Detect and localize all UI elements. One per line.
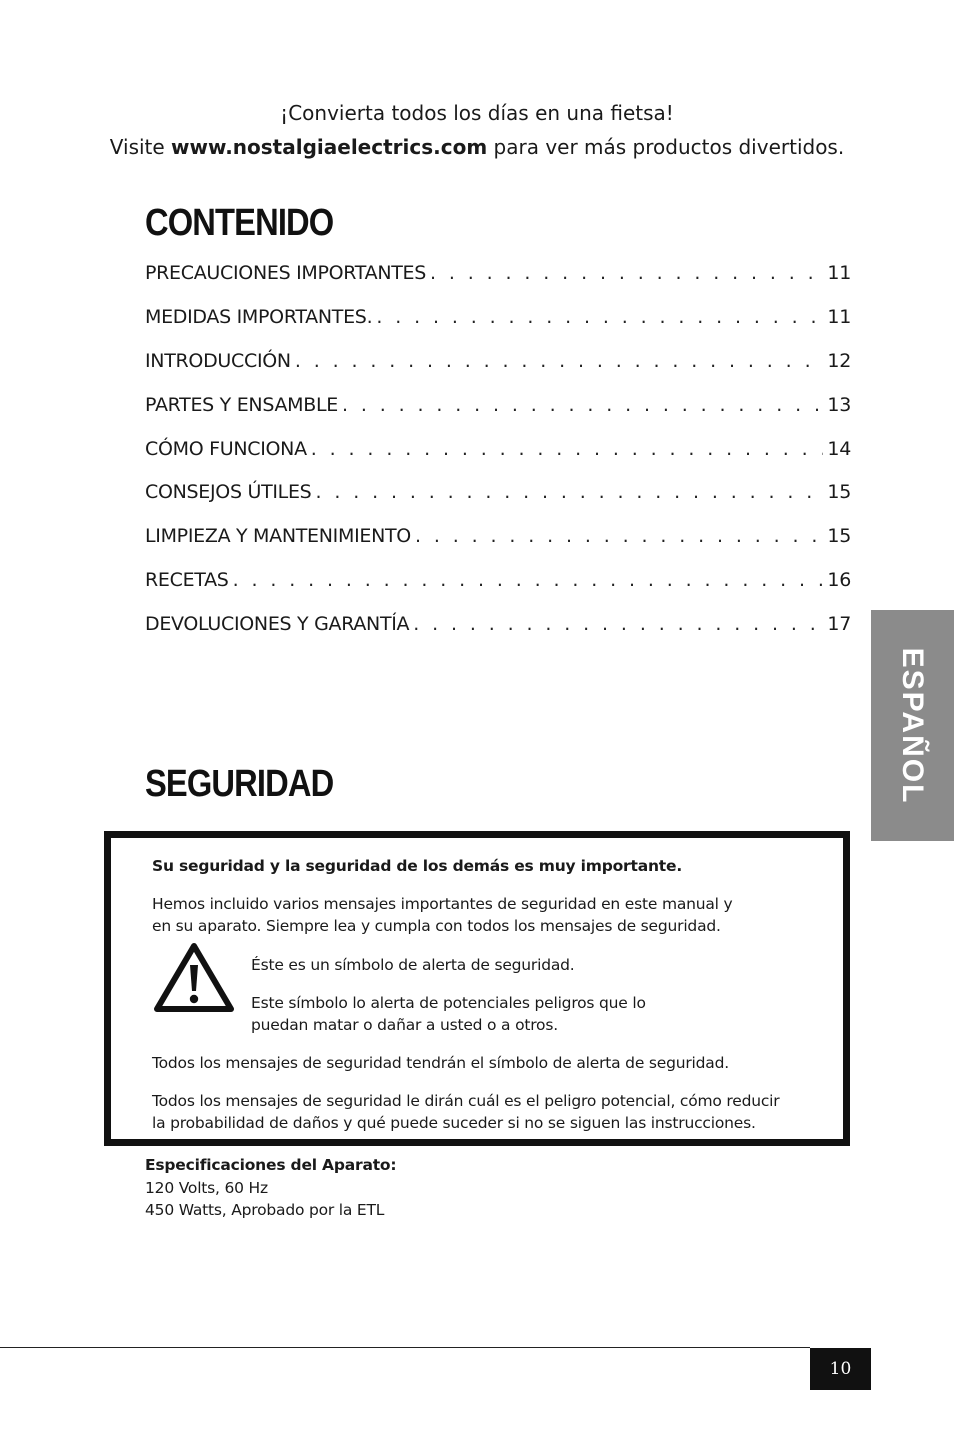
toc-item-page: 12 xyxy=(827,349,851,372)
toc-item-label: DEVOLUCIONES Y GARANTÍA xyxy=(145,613,410,636)
toc-item-label: INTRODUCCIÓN xyxy=(145,349,291,372)
toc-leader xyxy=(376,306,823,328)
toc-item-label: RECETAS xyxy=(145,569,229,592)
specs-line-1: 120 Volts, 60 Hz xyxy=(145,1178,268,1197)
toc-item-page: 13 xyxy=(827,393,851,416)
safety-notice-box xyxy=(104,831,850,1146)
toc-item-label: PARTES Y ENSAMBLE xyxy=(145,393,338,416)
toc-item-label: LIMPIEZA Y MANTENIMIENTO xyxy=(145,525,411,548)
language-tab-label: ESPAÑOL xyxy=(896,647,929,805)
appliance-specs xyxy=(145,1154,396,1222)
toc-item[interactable] xyxy=(145,350,851,394)
contents-heading: CONTENIDO xyxy=(145,202,334,244)
warning-triangle-icon xyxy=(153,941,235,1013)
intro-suffix: para ver más productos divertidos. xyxy=(487,135,845,159)
intro-prefix: Visite xyxy=(109,135,172,159)
symbol-text-2-line-1: Este símbolo lo alerta de potenciales peligros que lo xyxy=(251,994,646,1012)
toc-item-page: 15 xyxy=(827,481,851,504)
toc-item[interactable] xyxy=(145,262,851,306)
safety-para-1-line-2: en su aparato. Siempre lea y cumpla con todos los mensajes de seguridad. xyxy=(152,917,721,935)
toc-leader xyxy=(413,613,823,635)
toc-leader xyxy=(311,438,824,460)
table-of-contents xyxy=(145,262,851,657)
safety-para-2: Todos los mensajes de seguridad tendrán el símbolo de alerta de seguridad. xyxy=(152,1054,729,1072)
toc-item[interactable] xyxy=(145,525,851,569)
toc-item[interactable] xyxy=(145,306,851,350)
safety-para-3-line-2: la probabilidad de daños y qué puede suceder si no se siguen las instrucciones. xyxy=(152,1114,756,1132)
intro-line-2 xyxy=(0,130,954,164)
toc-item-page: 11 xyxy=(827,305,851,328)
intro-line-1: ¡Convierta todos los días en una fietsa! xyxy=(280,101,674,125)
toc-item-label: CÓMO FUNCIONA xyxy=(145,437,307,460)
toc-leader xyxy=(415,525,823,547)
safety-box-title: Su seguridad y la seguridad de los demás es muy importante. xyxy=(152,857,683,875)
toc-leader xyxy=(430,262,823,284)
safety-para-3-line-1: Todos los mensajes de seguridad le dirán cuál es el peligro potencial, cómo reducir xyxy=(152,1092,780,1110)
symbol-text-2-line-2: puedan matar o dañar a usted o a otros. xyxy=(251,1016,558,1034)
toc-item-page: 14 xyxy=(827,437,851,460)
specs-line-2: 450 Watts, Aprobado por la ETL xyxy=(145,1201,385,1219)
toc-item-page: 16 xyxy=(827,569,851,592)
toc-item[interactable] xyxy=(145,394,851,438)
toc-item[interactable] xyxy=(145,481,851,525)
toc-item[interactable] xyxy=(145,438,851,482)
toc-item[interactable] xyxy=(145,569,851,613)
toc-item-label: CONSEJOS ÚTILES xyxy=(145,481,312,504)
language-tab[interactable] xyxy=(871,610,954,841)
website-link[interactable]: www.nostalgiaelectrics.com xyxy=(171,135,488,159)
safety-para-1-line-1: Hemos incluido varios mensajes importantes de seguridad en este manual y xyxy=(152,895,733,913)
toc-item-label: MEDIDAS IMPORTANTES. xyxy=(145,305,373,328)
toc-item-label: PRECAUCIONES IMPORTANTES xyxy=(145,262,427,284)
toc-leader xyxy=(342,394,823,416)
symbol-text-1: Éste es un símbolo de alerta de seguridad. xyxy=(251,956,575,974)
toc-item-page: 15 xyxy=(827,525,851,548)
toc-leader xyxy=(233,569,824,591)
toc-leader xyxy=(315,481,823,503)
toc-leader xyxy=(295,350,824,372)
page-number: 10 xyxy=(810,1348,871,1390)
safety-heading: SEGURIDAD xyxy=(145,763,334,805)
footer-rule xyxy=(0,1347,810,1348)
toc-item-page: 17 xyxy=(827,613,851,636)
specs-title: Especificaciones del Aparato: xyxy=(145,1156,397,1174)
toc-item-page: 11 xyxy=(827,262,851,284)
toc-item[interactable] xyxy=(145,613,851,657)
